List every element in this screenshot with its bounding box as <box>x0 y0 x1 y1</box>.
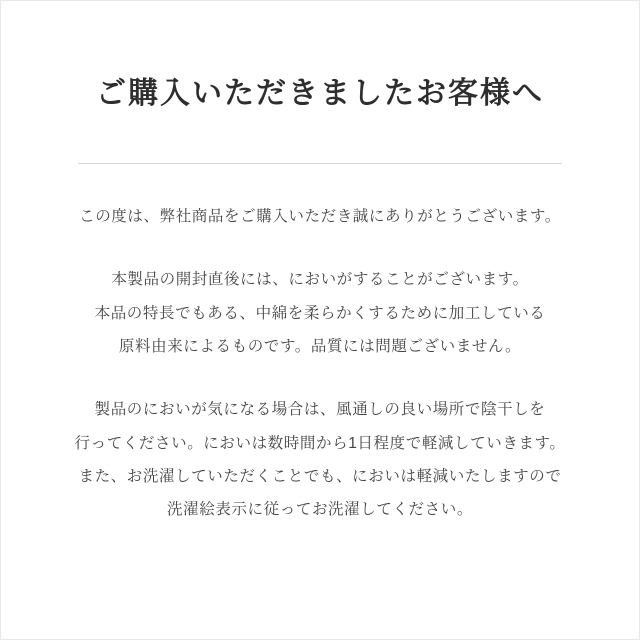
paragraph-line: 本品の特長でもある、中綿を柔らかくするために加工している <box>94 304 546 322</box>
paragraph-odor-care <box>30 393 610 526</box>
page-title: ご購入いただきましたお客様へ <box>96 77 544 110</box>
paragraph-line: 原料由来によるものです。品質には問題ございません。 <box>118 338 522 356</box>
paragraph-line: 行ってください。においは数時間から1日程度で軽減していきます。 <box>74 434 566 452</box>
paragraph-line: また、お洗濯していただくことでも、においは軽減いたしますので <box>78 467 562 485</box>
paragraph-line: この度は、弊社商品をご購入いただき誠にありがとうございます。 <box>79 208 561 226</box>
paragraph-line: 本製品の開封直後には、においがすることがございます。 <box>111 271 529 289</box>
paragraph-line: 洗濯絵表示に従ってお洗濯してください。 <box>167 501 473 519</box>
paragraph-line: 製品のにおいが気になる場合は、風通しの良い場所で陰干しを <box>94 401 546 419</box>
notice-body <box>30 164 610 542</box>
paragraph-odor-cause <box>30 263 610 363</box>
paragraph-thanks <box>30 200 610 233</box>
